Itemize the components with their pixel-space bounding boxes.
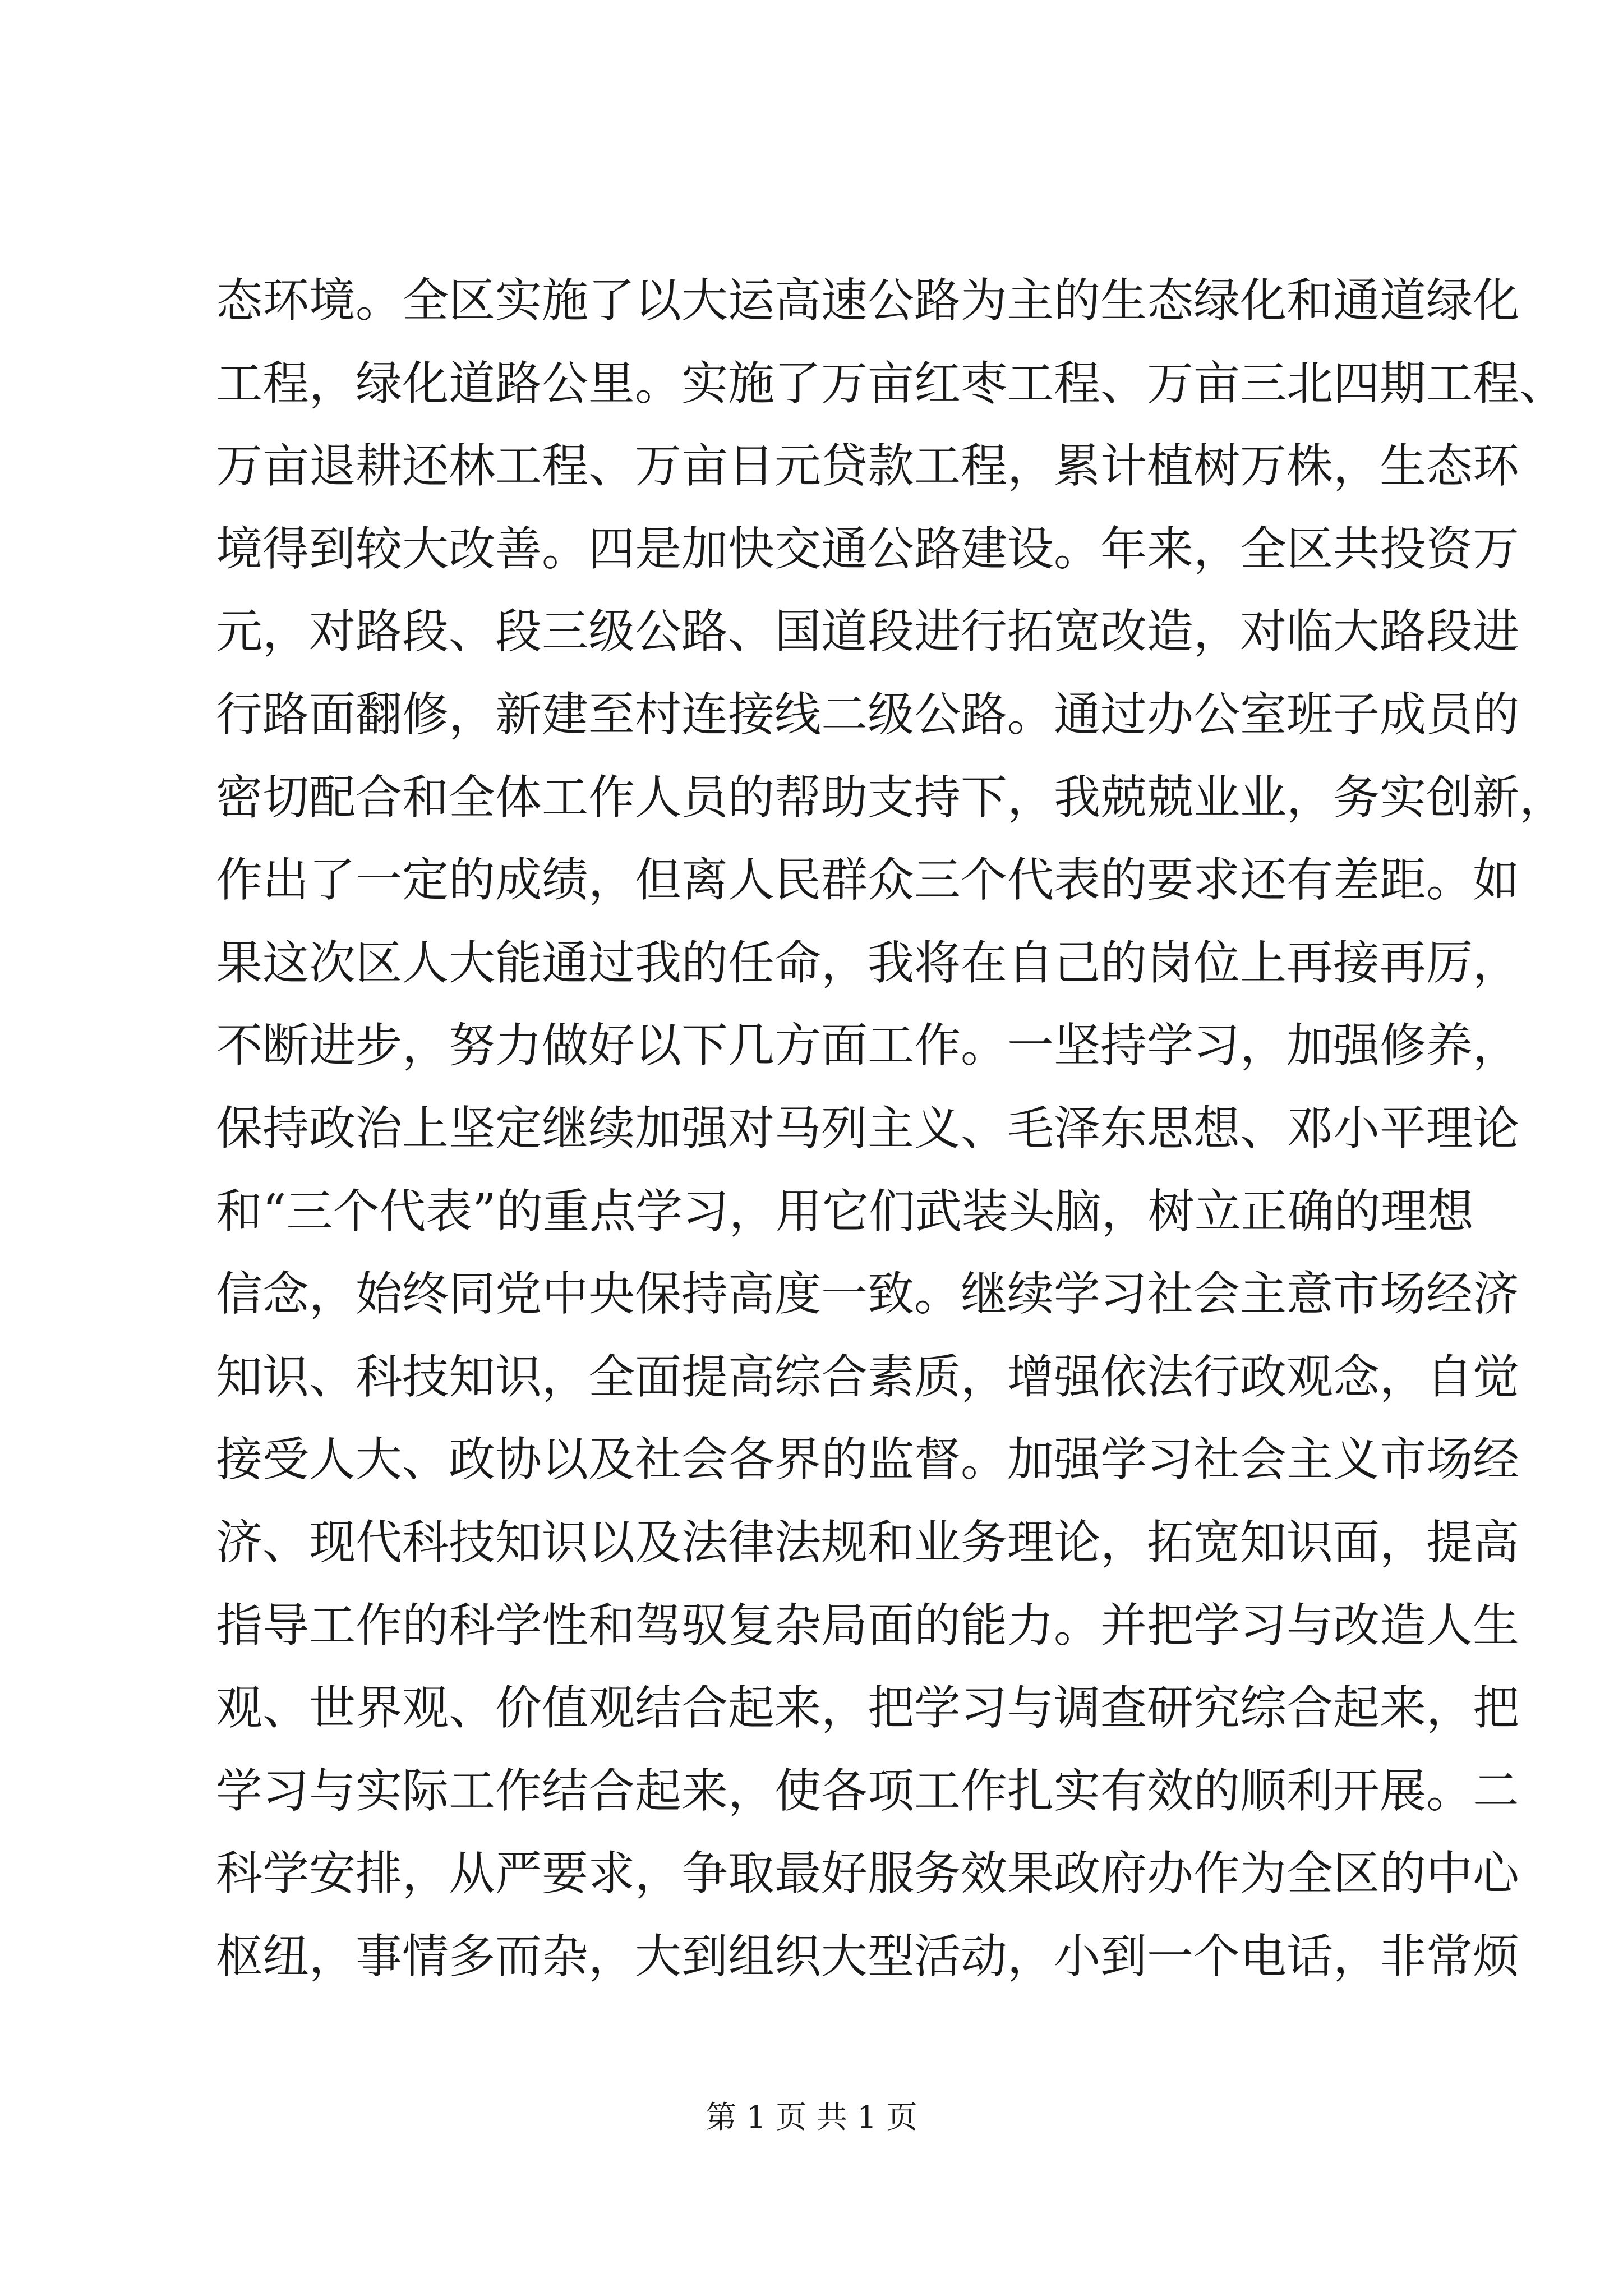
text-line: 境得到较大改善。四是加快交通公路建设。年来，全区共投资万 (216, 521, 1519, 576)
text-line: 工程，绿化道路公里。实施了万亩红枣工程、万亩三北四期工程、 (216, 356, 1566, 411)
text-line: 保持政治上坚定继续加强对马列主义、毛泽东思想、邓小平理论 (216, 1101, 1519, 1156)
text-line: 万亩退耕还林工程、万亩日元贷款工程，累计植树万株，生态环 (216, 439, 1519, 494)
text-line: 作出了一定的成绩，但离人民群众三个代表的要求还有差距。如 (216, 853, 1519, 908)
text-line: 济、现代科技知识以及法律法规和业务理论，拓宽知识面，提高 (216, 1515, 1519, 1570)
text-line: 知识、科技知识，全面提高综合素质，增强依法行政观念，自觉 (216, 1349, 1519, 1404)
text-line: 指导工作的科学性和驾驭复杂局面的能力。并把学习与改造人生 (216, 1598, 1519, 1653)
text-line: 观、世界观、价值观结合起来，把学习与调查研究综合起来，把 (216, 1681, 1519, 1736)
text-line: 接受人大、政协以及社会各界的监督。加强学习社会主义市场经 (216, 1432, 1519, 1487)
text-line: 枢纽，事情多而杂，大到组织大型活动，小到一个电话，非常烦 (216, 1929, 1519, 1984)
text-line: 不断进步，努力做好以下几方面工作。一坚持学习，加强修养， (216, 1018, 1519, 1073)
page-number-footer: 第 1 页 共 1 页 (706, 2099, 917, 2135)
text-line: 学习与实际工作结合起来，使各项工作扎实有效的顺利开展。二 (216, 1763, 1519, 1818)
text-line: 科学安排，从严要求，争取最好服务效果政府办作为全区的中心 (216, 1846, 1519, 1901)
body-text (216, 259, 1566, 1998)
text-line: 和“三个代表”的重点学习，用它们武装头脑，树立正确的理想 (216, 1184, 1474, 1239)
text-line: 果这次区人大能通过我的任命，我将在自己的岗位上再接再厉， (216, 935, 1519, 990)
text-line: 密切配合和全体工作人员的帮助支持下，我兢兢业业，务实创新， (216, 770, 1566, 825)
text-line: 信念，始终同党中央保持高度一致。继续学习社会主意市场经济 (216, 1267, 1519, 1322)
text-line: 元，对路段、段三级公路、国道段进行拓宽改造，对临大路段进 (216, 604, 1519, 659)
text-line: 态环境。全区实施了以大运高速公路为主的生态绿化和通道绿化 (216, 273, 1519, 328)
text-line: 行路面翻修，新建至村连接线二级公路。通过办公室班子成员的 (216, 687, 1519, 742)
